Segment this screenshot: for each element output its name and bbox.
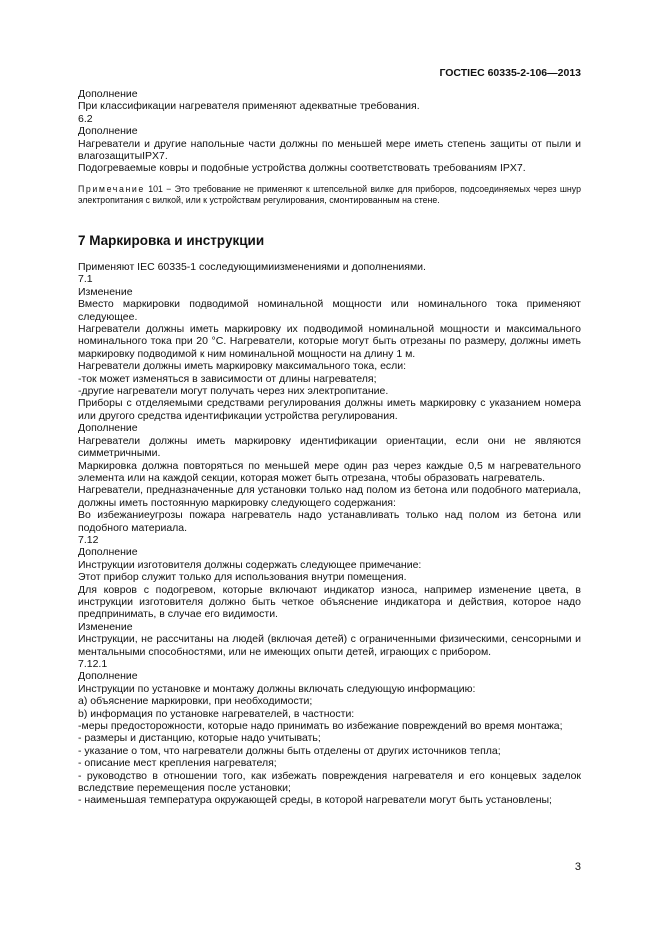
para: - размеры и дистанцию, которые надо учитывать; [78, 732, 321, 745]
para: Нагреватели должны иметь маркировку идентификации ориентации, если они не являются симметричными. [78, 434, 581, 460]
para: Нагреватели, предназначенные для установки только над полом из бетона или подобного материала, должны иметь постоянную маркировку следующего содержания: [78, 484, 581, 509]
section-title: 7 Маркировка и инструкции [78, 233, 265, 248]
para: 7.12 [78, 533, 99, 546]
note-text: 101 − Это требование не применяют к штепсельной вилке для приборов, подсоединяемых через шнур электропитания с вилкой, или к устройствам регулирования, смонтированным на стене. [78, 184, 581, 205]
para: Нагреватели должны иметь маркировку их подводимой номинальной мощности и максимального номинального тока при 20 °С. Нагреватели, которые могут быть отрезаны по размеру, должны иметь маркировку подводимой к ним номинальной мощности на длину 1 м. [78, 323, 581, 360]
para: Дополнение [78, 670, 138, 683]
para: Дополнение [78, 88, 138, 100]
para: Нагреватели и другие напольные части должны по меньшей мере иметь степень защиты от пыли и влагозащитыIPX7. [78, 137, 581, 163]
para: Применяют IEC 60335-1 соследующимиизменениями и дополнениями. [78, 261, 426, 273]
document-header: ГОСТIEC 60335-2-106—2013 [439, 67, 581, 79]
para: - наименьшая температура окружающей среды, в которой нагреватели могут быть установлены; [78, 794, 552, 807]
para: -меры предосторожности, которые надо принимать во избежание повреждений во время монтажа; [78, 720, 563, 733]
block-2 [78, 261, 581, 807]
para: При классификации нагревателя применяют адекватные требования. [78, 100, 420, 113]
para: Во избежаниеугрозы пожара нагреватель надо устанавливать только над полом из бетона или подобного материала. [78, 509, 581, 534]
note [78, 184, 581, 205]
para: Дополнение [78, 422, 138, 435]
para: Этот прибор служит только для использования внутри помещения. [78, 571, 407, 584]
para: Изменение [78, 285, 133, 298]
para: Дополнение [78, 546, 138, 559]
block-1 [78, 88, 581, 175]
para: 7.1 [78, 273, 93, 286]
para: Инструкции по установке и монтажу должны включать следующую информацию: [78, 682, 476, 695]
para: Подогреваемые ковры и подобные устройства должны соответствовать требованиям IPX7. [78, 162, 526, 175]
page-number: 3 [574, 861, 581, 873]
para: Вместо маркировки подводимой номинальной мощности или номинального тока применяют следующее. [78, 298, 581, 323]
note-label: Примечание [78, 184, 145, 194]
para: Инструкции изготовителя должны содержать следующее примечание: [78, 558, 422, 571]
para: 6.2 [78, 112, 93, 125]
para: - руководство в отношении того, как избежать повреждения нагревателя и его концевых заделок вследствие перемещения после установки; [78, 769, 581, 795]
para: Нагреватели должны иметь маркировку максимального тока, если: [78, 360, 407, 373]
para: 7.12.1 [78, 658, 108, 670]
para: -другие нагреватели могут получать через них электропитание. [78, 385, 389, 398]
para: Дополнение [78, 125, 138, 138]
para: - описание мест крепления нагревателя; [78, 757, 277, 770]
para: -ток может изменяться в зависимости от длины нагревателя; [78, 372, 377, 385]
para: Инструкции, не рассчитаны на людей (включая детей) с ограниченными физическими, сенсорными и ментальными способностями, или не имеющих опыти детей, играющих с прибором. [78, 633, 581, 658]
para: а) объяснение маркировки, при необходимости; [78, 695, 313, 708]
para: Маркировка должна повторяться по меньшей мере один раз через каждые 0,5 м нагревательного элемента или на каждой секции, которая может быть отрезана, чтобы образовать нагреватель. [78, 459, 581, 484]
para: Приборы с отделяемыми средствами регулирования должны иметь маркировку с указанием номера или другого средства идентификации устройства регулирования. [78, 397, 581, 422]
para: Изменение [78, 620, 133, 633]
para: Для ковров с подогревом, которые включают индикатор износа, например изменение цвета, в инструкции изготовителя должно быть четкое объяснение индикатора и действия, которое надо предпринимать, в случае его видимости. [78, 583, 581, 621]
note-block [78, 184, 581, 205]
para: - указание о том, что нагреватели должны быть отделены от других источников тепла; [78, 744, 501, 757]
para: b) информация по установке нагревателей, в частности: [78, 707, 355, 720]
